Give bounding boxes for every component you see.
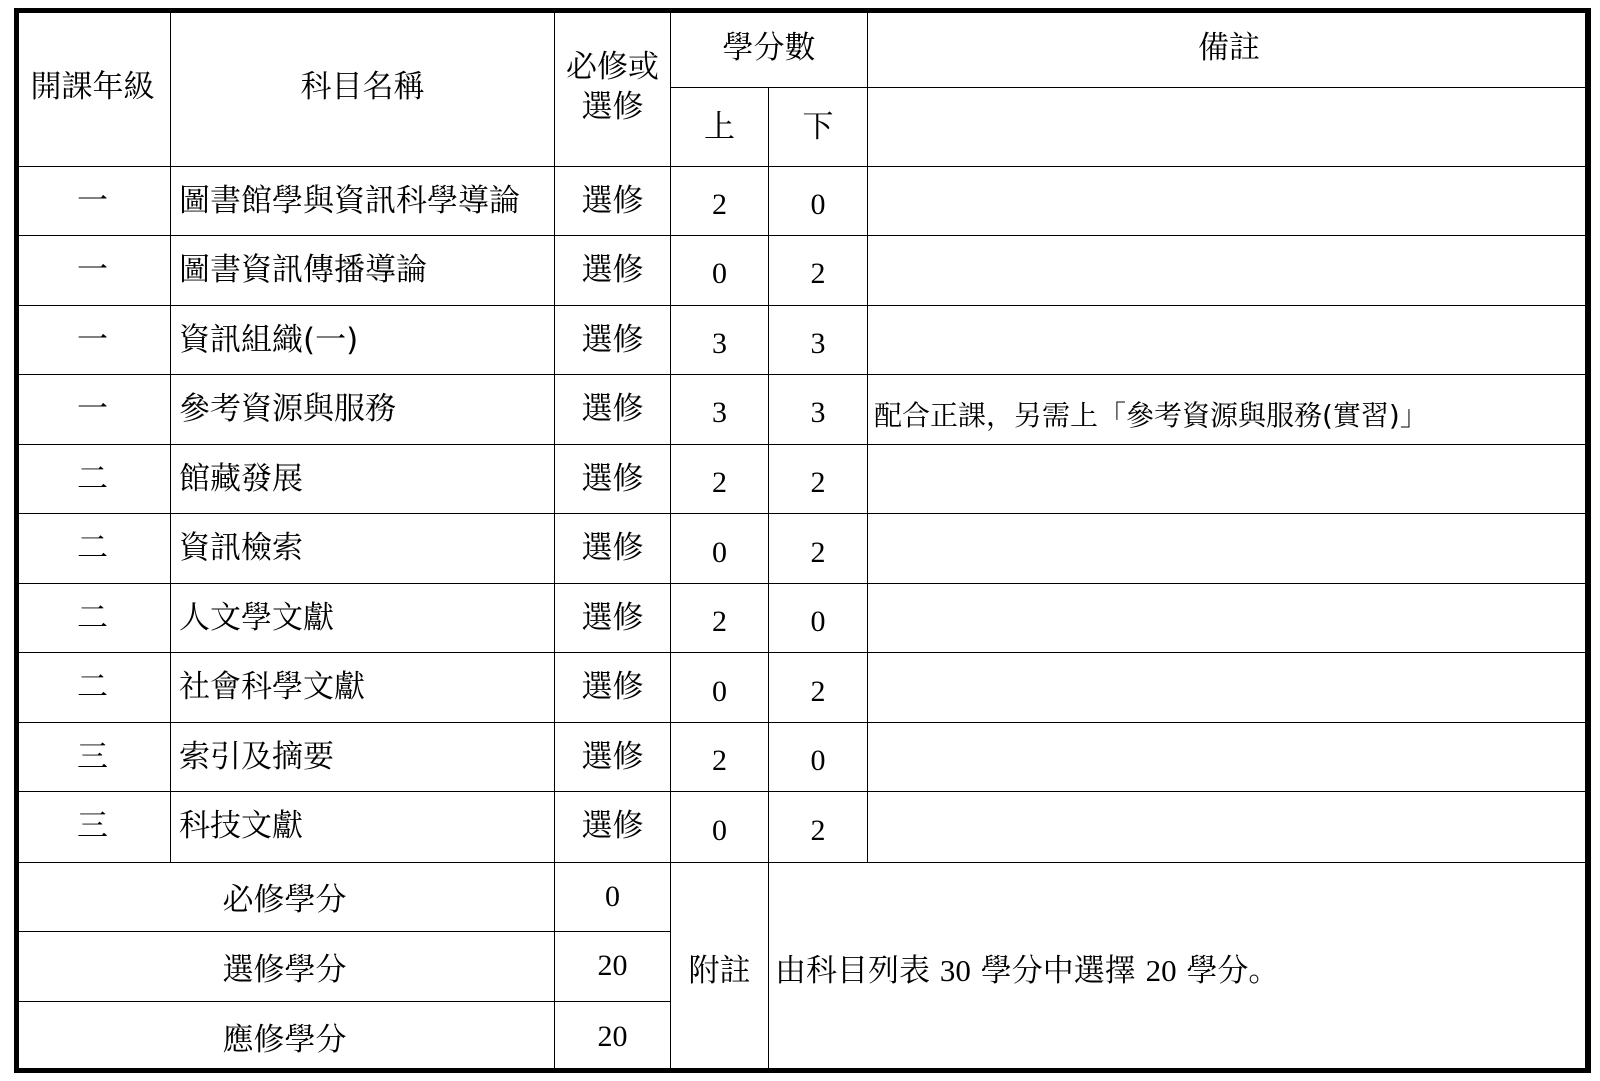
row-upper-credits: 0 [671,653,769,723]
row-lower-credits: 2 [769,514,868,584]
appendix-num-1: 30 [939,952,971,988]
row-grade: 二 [15,514,171,584]
row-grade: 二 [15,445,171,514]
row-lower-credits: 3 [769,374,868,444]
row-type: 選修 [555,166,671,235]
row-remark [868,653,1591,723]
row-course-name: 資訊檢索 [171,514,555,584]
table-row [15,584,1591,653]
header-required-line2: 選修 [581,89,644,126]
total-credits-value: 20 [555,1001,671,1072]
row-type: 選修 [555,514,671,584]
row-lower-credits: 2 [769,792,868,862]
table-row [15,235,1591,305]
row-upper-credits: 2 [671,166,769,235]
appendix-num-2: 20 [1145,952,1177,988]
header-remarks-sub [868,88,1591,166]
row-course-name: 科技文獻 [171,792,555,862]
row-grade: 一 [15,166,171,235]
elective-credits-label: 選修學分 [15,931,555,1001]
row-grade: 一 [15,305,171,374]
table-row [15,374,1591,444]
elective-credits-value: 20 [555,931,671,1001]
appendix-text-part-2: 學分中選擇 [980,952,1136,989]
total-credits-label: 應修學分 [15,1001,555,1072]
appendix-text-part-1: 由科目列表 [775,952,930,989]
header-course-name: 科目名稱 [171,9,555,167]
table-row [15,653,1591,723]
row-course-name: 索引及摘要 [171,723,555,792]
header-remarks: 備註 [868,9,1591,88]
row-upper-credits: 3 [671,374,769,444]
row-type: 選修 [555,584,671,653]
row-course-name: 人文學文獻 [171,584,555,653]
row-course-name: 圖書館學與資訊科學導論 [171,166,555,235]
row-type: 選修 [555,445,671,514]
appendix-label: 附註 [671,862,769,1073]
row-lower-credits: 2 [769,445,868,514]
table-row [15,792,1591,862]
row-type: 選修 [555,235,671,305]
row-type: 選修 [555,792,671,862]
table-row [15,514,1591,584]
row-upper-credits: 0 [671,792,769,862]
row-remark [868,445,1591,514]
row-upper-credits: 0 [671,514,769,584]
row-remark [868,305,1591,374]
header-lower: 下 [769,88,868,166]
course-table [14,8,1591,1073]
row-course-name: 館藏發展 [171,445,555,514]
row-lower-credits: 2 [769,235,868,305]
appendix-text-part-3: 學分。 [1186,952,1280,989]
row-upper-credits: 2 [671,584,769,653]
required-credits-value: 0 [555,862,671,931]
header-credits: 學分數 [671,9,868,88]
row-lower-credits: 2 [769,653,868,723]
row-grade: 三 [15,792,171,862]
header-required-or-elective [555,9,671,167]
table-row [15,305,1591,374]
row-type: 選修 [555,653,671,723]
row-upper-credits: 0 [671,235,769,305]
row-grade: 一 [15,374,171,444]
row-course-name: 社會科學文獻 [171,653,555,723]
row-lower-credits: 0 [769,584,868,653]
row-remark [868,584,1591,653]
header-grade: 開課年級 [15,9,171,167]
appendix-text [769,862,1591,1073]
row-course-name: 圖書資訊傳播導論 [171,235,555,305]
row-upper-credits: 2 [671,723,769,792]
row-upper-credits: 2 [671,445,769,514]
row-remark [868,792,1591,862]
row-course-name: 參考資源與服務 [171,374,555,444]
row-grade: 二 [15,584,171,653]
row-lower-credits: 3 [769,305,868,374]
table-row [15,166,1591,235]
row-grade: 二 [15,653,171,723]
row-remark: 配合正課，另需上「參考資源與服務(實習)」 [868,374,1591,444]
row-type: 選修 [555,374,671,444]
row-course-name: 資訊組織(一) [171,305,555,374]
row-lower-credits: 0 [769,723,868,792]
required-credits-label: 必修學分 [15,862,555,931]
row-grade: 一 [15,235,171,305]
row-type: 選修 [555,305,671,374]
header-required-line1: 必修或 [566,49,659,86]
table-row [15,445,1591,514]
row-type: 選修 [555,723,671,792]
row-lower-credits: 0 [769,166,868,235]
summary-row-required [15,862,1591,931]
header-row-1 [15,9,1591,88]
row-upper-credits: 3 [671,305,769,374]
row-remark [868,166,1591,235]
row-remark [868,235,1591,305]
row-remark [868,723,1591,792]
table-row [15,723,1591,792]
row-remark [868,514,1591,584]
header-upper: 上 [671,88,769,166]
row-grade: 三 [15,723,171,792]
